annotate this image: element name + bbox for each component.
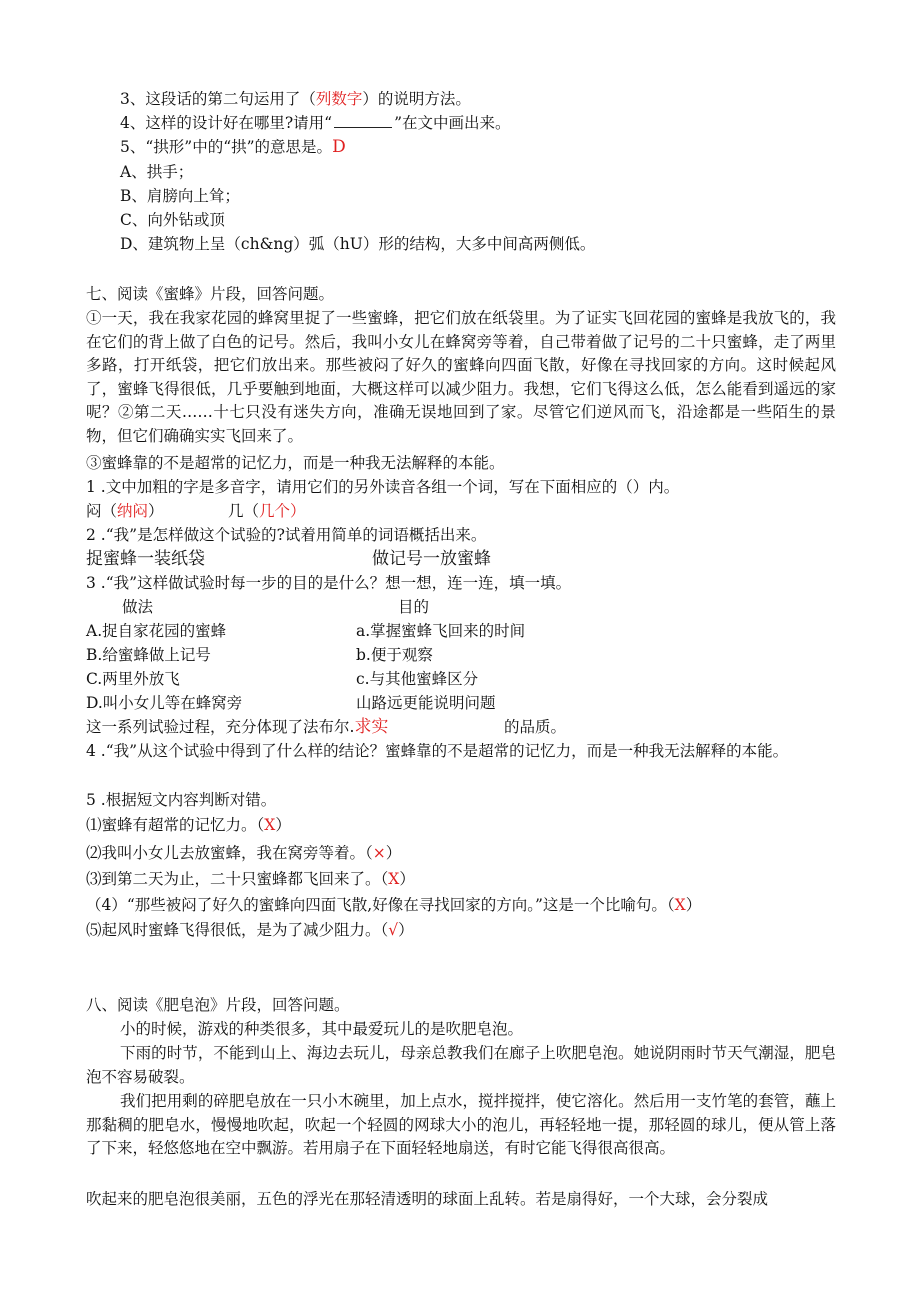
- answer-mark: X: [674, 896, 686, 914]
- s7-q2-answer-b: 做记号一放蜜蜂: [372, 549, 491, 569]
- answer-mark: X: [388, 870, 400, 888]
- s7-judgment: ⑸起风时蜜蜂飞得很低，是为了减少阻力。（√）: [86, 921, 414, 939]
- s7-q2: 2 .“我”是怎样做这个试验的?试着用简单的词语概括出来。: [86, 526, 487, 544]
- answer-text: 列数字: [315, 90, 363, 108]
- s7-judgment: ⑴蜜蜂有超常的记忆力。（X）: [86, 816, 291, 834]
- s7-pair-right: 山路远更能说明问题: [356, 694, 496, 712]
- s7-judgment: （4）“那些被闷了好久的蜜蜂向四面飞散,好像在寻找回家的方向。”这是一个比喻句。（X）: [86, 896, 702, 914]
- s7-pair-left: B.给蜜蜂做上记号: [86, 646, 211, 664]
- s7-q1-answer-b: 几（几个）: [228, 502, 306, 520]
- s6-option-d: D、建筑物上呈（ch&ng）弧（hU）形的结构，大多中间高两侧低。: [120, 235, 596, 253]
- answer-mark: X: [264, 816, 276, 834]
- s7-pair-right: b.便于观察: [356, 646, 433, 664]
- s7-judgment: ⑶到第二天为止，二十只蜜蜂都飞回来了。（X）: [86, 870, 415, 888]
- answer-text: D: [332, 137, 346, 157]
- s7-q3-summary: 这一系列试验过程，充分体现了法布尔.求实: [86, 717, 389, 737]
- s8-title: 八、阅读《肥皂泡》片段，回答问题。: [86, 996, 350, 1014]
- s7-col-left-header: 做法: [122, 598, 154, 616]
- answer-text: 求实: [354, 717, 389, 737]
- s7-q2-answer-a: 捉蜜蜂一装纸袋: [86, 549, 205, 569]
- s6-option-a: A、拱手；: [120, 163, 194, 181]
- answer-mark: √: [388, 921, 399, 939]
- answer-text: 纳闷: [117, 502, 149, 520]
- s7-pair-right: a.掌握蜜蜂飞回来的时间: [356, 622, 526, 640]
- s7-judgment: ⑵我叫小女儿去放蜜蜂，我在窝旁等着。（×）: [86, 844, 402, 862]
- s8-para-3: 我们把用剩的碎肥皂放在一只小木碗里，加上点水，搅拌搅拌，使它溶化。然后用一支竹笔的套管，蘸上那黏稠的肥皂水，慢慢地吹起，吹起一个轻圆的网球大小的泡儿，再轻轻地一提，那轻圆的球儿，便从管上落了下来，轻悠悠地在空中飘游。若用扇子在下面轻轻地扇送，有时它能飞得很高很高。: [86, 1092, 836, 1157]
- s7-passage: ①一天，我在我家花园的蜂窝里捉了一些蜜蜂，把它们放在纸袋里。为了证实飞回花园的蜜蜂是我放飞的，我在它们的背上做了白色的记号。然后，我叫小女儿在蜂窝旁等着，自己带着做了记号的二十只蜜蜂，走了两里多路，打开纸袋，把它们放出来。那些被闷了好久的蜜蜂向四面飞散，好像在寻找回家的方向。这时候起风了，蜜蜂飞得很低，几乎要触到地面，大概这样可以减少阻力。我想，它们飞得这么低，怎么能看到遥远的家呢？②第二天……十七只没有迷失方向，准确无误地回到了家。尽管它们逆风而飞，沿途都是一些陌生的景物，但它们确确实实飞回来了。: [86, 309, 836, 445]
- s6-option-c: C、向外钻或顶: [120, 211, 225, 229]
- s7-q3: 3 .“我”这样做试验时每一步的目的是什么？想一想，连一连，填一填。: [86, 574, 572, 592]
- answer-text: 几个: [259, 502, 291, 520]
- s8-para-4: 吹起来的肥皂泡很美丽，五色的浮光在那轻清透明的球面上乱转。若是扇得好，一个大球，会分裂成: [86, 1190, 769, 1208]
- s7-col-right-header: 目的: [398, 598, 430, 616]
- s6-option-b: B、肩膀向上耸；: [120, 187, 240, 205]
- s8-para-2: 下雨的时节，不能到山上、海边去玩儿，母亲总教我们在廊子上吹肥皂泡。她说阴雨时节天气潮湿，肥皂泡不容易破裂。: [86, 1044, 836, 1086]
- s7-pair-right: c.与其他蜜蜂区分: [356, 670, 479, 688]
- s7-pair-left: A.捉自家花园的蜜蜂: [86, 622, 227, 640]
- s6-q4: 4、这样的设计好在哪里?请用“ ”在文中画出来。: [120, 114, 511, 132]
- s7-q1-answer-a: 闷（纳闷）: [86, 502, 164, 520]
- s7-q1: 1 .文中加粗的字是多音字，请用它们的另外读音各组一个词，写在下面相应的（）内。: [86, 478, 680, 496]
- s7-pair-left: D.叫小女儿等在蜂窝旁: [86, 694, 243, 712]
- s7-q4: 4 .“我”从这个试验中得到了什么样的结论？蜜蜂靠的不是超常的记忆力，而是一种我无法解释的本能。: [86, 742, 789, 760]
- s8-para-1: 小的时候，游戏的种类很多，其中最爱玩儿的是吹肥皂泡。: [120, 1020, 524, 1038]
- answer-blank: [334, 113, 392, 128]
- s7-q5: 5 .根据短文内容判断对错。: [86, 791, 277, 809]
- s6-q5: 5、“拱形”中的“拱”的意思是。D: [120, 137, 346, 157]
- s7-title: 七、阅读《蜜蜂》片段，回答问题。: [86, 285, 335, 303]
- s7-q3-summary-end: 的品质。: [504, 718, 567, 736]
- answer-mark: ×: [372, 844, 386, 862]
- s7-pair-left: C.两里外放飞: [86, 670, 180, 688]
- s6-q3: 3、这段话的第二句运用了（列数字）的说明方法。: [120, 90, 471, 108]
- s7-passage-3: ③蜜蜂靠的不是超常的记忆力，而是一种我无法解释的本能。: [86, 454, 505, 472]
